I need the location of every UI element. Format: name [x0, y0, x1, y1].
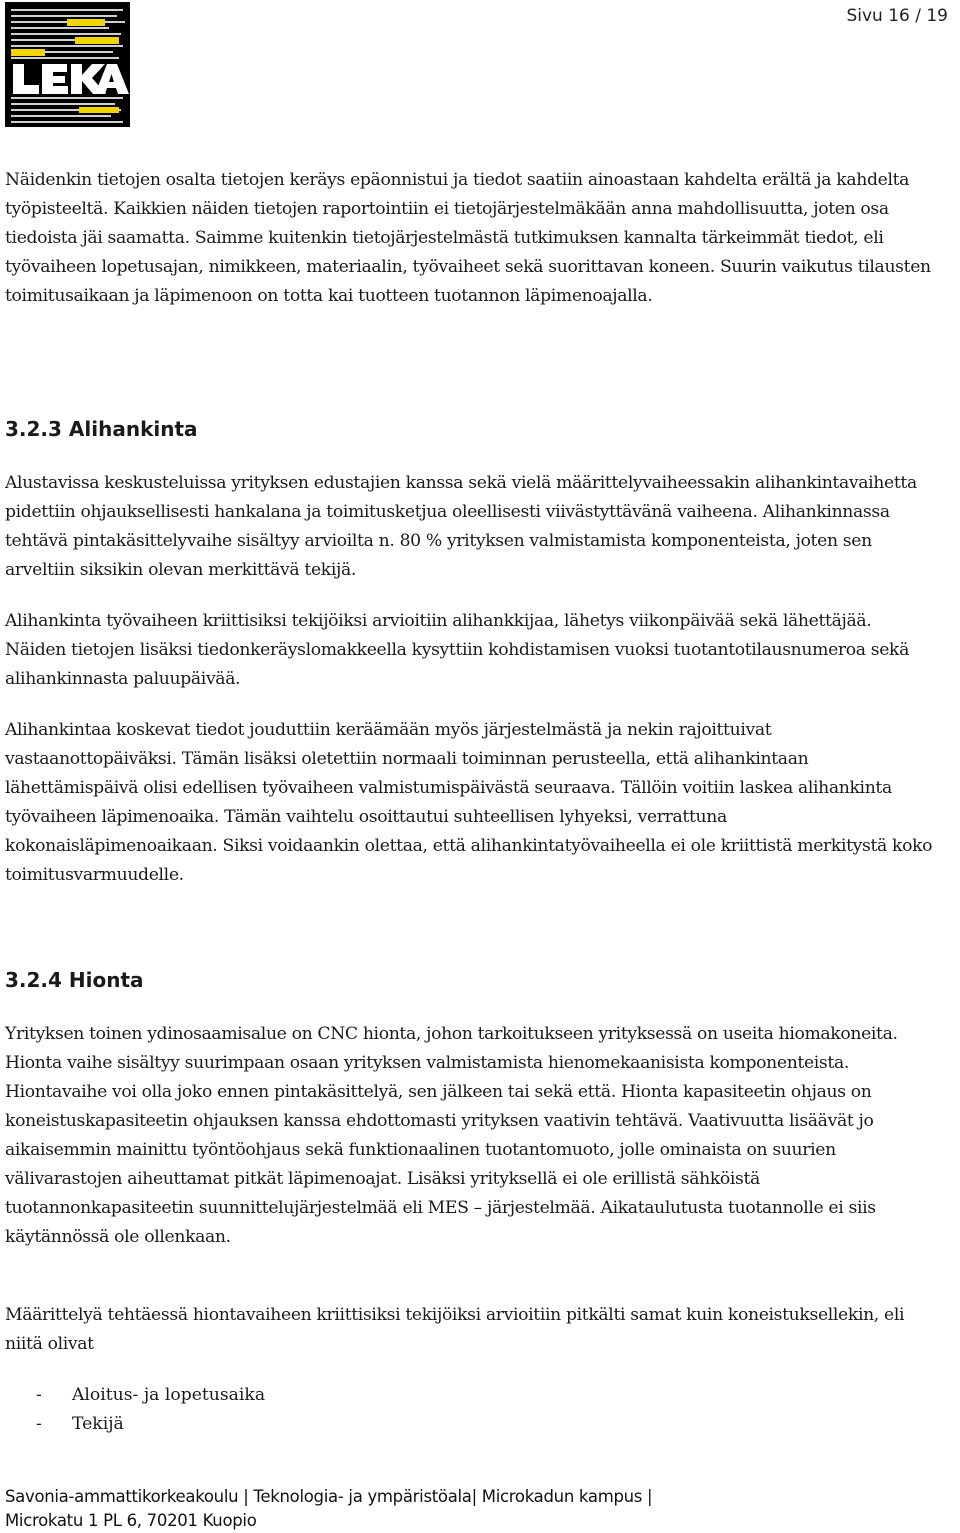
list-item: - Tekijä — [36, 1410, 265, 1439]
page-number: Sivu 16 / 19 — [846, 6, 948, 26]
paragraph-data-collection: Näidenkin tietojen osalta tietojen keräys epäonnistui ja tiedot saatiin ainoastaan kahdelta erältä ja kahdelta työpisteeltä. Kaikkien näiden tietojen raportointiin ei tietojärjestelmäkään anna mahdollisuutta, joten osa tiedoista jäi saamatta. Saimme kuitenkin tietojärjestelmästä tutkimuksen kannalta tärkeimmät tiedot, eli työvaiheen lopetusajan, nimikkeen, materiaalin, työvaiheet sekä suorittavan koneen. Suurin vaikutus tilausten toimitusaikaan ja läpimenoon on totta kai tuotteen tuotannon läpimenoajalla. — [5, 170, 931, 306]
section-heading-alihankinta: 3.2.3 Alihankinta — [5, 417, 198, 441]
paragraph-alihankinta-factors: Alihankinta työvaiheen kriittisiksi tekijöiksi arvioitiin alihankkijaa, lähetys viikonpäivää sekä lähettäjää. Näiden tietojen lisäksi tiedonkeräyslomakkeella kysyttiin kohdistamisen vuoksi tuotantotilausnumeroa sekä alihankinnasta paluupäivää. — [5, 611, 910, 689]
leka-logo-graphic — [5, 2, 130, 127]
section-heading-hionta: 3.2.4 Hionta — [5, 968, 144, 992]
factor-list — [36, 1381, 265, 1439]
paragraph-hionta-factors: Määrittelyä tehtäessä hiontavaiheen kriittisiksi tekijöiksi arvioitiin pitkälti samat kuin koneistuksellekin, eli niitä olivat — [5, 1305, 905, 1354]
paragraph-alihankinta-intro: Alustavissa keskusteluissa yrityksen edustajien kanssa sekä vielä määrittelyvaiheessakin alihankintavaihetta pidettiin ohjauksellisesti hankalana ja toimitusketjua oleellisesti viivästyttävänä vaiheena. Alihankinnassa tehtävä pintakäsittelyvaihe sisältyy arvioilta n. 80 % yrityksen valmistamista komponenteista, joten sen arveltiin siksikin olevan merkittävä tekijä. — [5, 473, 917, 580]
footer-line-1: Savonia-ammattikorkeakoulu | Teknologia- ja ympäristöala| Microkadun kampus | — [5, 1487, 653, 1506]
leka-logo — [5, 2, 130, 127]
paragraph-alihankinta-data: Alihankintaa koskevat tiedot jouduttiin keräämään myös järjestelmästä ja nekin rajoittuivat vastaanottopäiväksi. Tämän lisäksi oletettiin normaali toiminnan perusteella, että alihankintaan lähettämispäivä olisi edellisen työvaiheen valmistumispäivästä seuraava. Tällöin voitiin laskea alihankinta työvaiheen läpimenoaika. Tämän vaihtelu osoittautui suhteellisen lyhyeksi, verrattuna kokonaisläpimenoaikaan. Siksi voidaankin olettaa, että alihankintatyövaiheella ei ole kriittistä merkitystä koko toimitusvarmuudelle. — [5, 720, 933, 885]
list-item: - Aloitus- ja lopetusaika — [36, 1381, 265, 1410]
paragraph-hionta-intro: Yrityksen toinen ydinosaamisalue on CNC hionta, johon tarkoitukseen yrityksessä on useita hiomakoneita. Hionta vaihe sisältyy suurimpaan osaan yrityksen valmistamista hienomekaanisista komponenteista. Hiontavaihe voi olla joko ennen pintakäsittelyä, sen jälkeen tai sekä että. Hionta kapasiteetin ohjaus on koneistuskapasiteetin ohjauksen kanssa ehdottomasti yrityksen vaativin tehtävä. Vaativuutta lisäävät jo aikaisemmin mainittu työntöohjaus sekä funktionaalinen tuotantomuoto, jolle ominaista on suurien välivarastojen aiheuttamat pitkät läpimenoajat. Lisäksi yrityksellä ei ole erillistä sähköistä tuotannonkapasiteetin suunnittelujärjestelmää eli MES – järjestelmää. Aikataulutusta tuotannolle ei siis käytännössä ole ollenkaan. — [5, 1024, 898, 1247]
footer-line-2: Microkatu 1 PL 6, 70201 Kuopio — [5, 1511, 257, 1530]
